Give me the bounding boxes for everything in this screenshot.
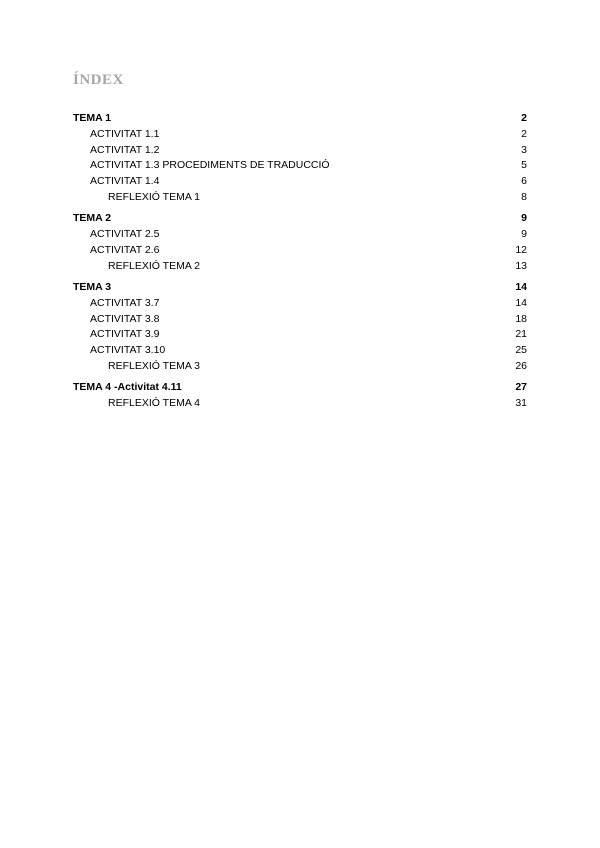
toc-entry-title: ACTIVITAT 3.7 [90, 296, 160, 309]
toc-entry-page-number: 6 [521, 175, 527, 188]
table-of-contents [73, 111, 527, 412]
toc-entry-page-number: 2 [521, 127, 527, 140]
toc-entry-page-number: 31 [515, 397, 527, 410]
toc-entry[interactable] [73, 174, 527, 190]
toc-entry-title: REFLEXIÓ TEMA 2 [108, 259, 201, 272]
toc-entry[interactable] [73, 211, 527, 227]
toc-entry-page-number: 9 [521, 212, 527, 225]
toc-entry-title: ACTIVITAT 1.1 [90, 127, 160, 140]
toc-entry[interactable] [73, 143, 527, 159]
toc-entry-page-number: 12 [515, 243, 527, 256]
toc-entry[interactable] [73, 259, 527, 275]
toc-entry-page-number: 14 [515, 280, 527, 293]
toc-entry[interactable] [73, 243, 527, 259]
toc-entry[interactable] [73, 227, 527, 243]
toc-entry-page-number: 9 [521, 228, 527, 241]
toc-entry[interactable] [73, 158, 527, 174]
toc-entry-title: ACTIVITAT 1.4 [90, 175, 160, 188]
toc-entry-title: REFLEXIÓ TEMA 1 [108, 190, 201, 203]
toc-entry-page-number: 18 [515, 312, 527, 325]
toc-entry[interactable] [73, 296, 527, 312]
toc-entry[interactable] [73, 127, 527, 143]
index-title: ÍNDEX [73, 72, 124, 88]
toc-entry-page-number: 25 [515, 344, 527, 357]
toc-entry[interactable] [73, 380, 527, 396]
toc-entry[interactable] [73, 111, 527, 127]
toc-entry-title: ACTIVITAT 1.2 [90, 143, 160, 156]
toc-entry[interactable] [73, 190, 527, 206]
toc-entry[interactable] [73, 280, 527, 296]
toc-entry-page-number: 21 [515, 328, 527, 341]
toc-entry-page-number: 8 [521, 190, 527, 203]
toc-entry[interactable] [73, 359, 527, 375]
toc-entry-title: ACTIVITAT 2.5 [90, 228, 160, 241]
toc-entry-title: ACTIVITAT 3.9 [90, 328, 160, 341]
toc-entry-title: TEMA 2 [73, 212, 112, 225]
toc-entry-title: REFLEXIÓ TEMA 4 [108, 397, 201, 410]
toc-entry-title: ACTIVITAT 2.6 [90, 243, 160, 256]
toc-entry[interactable] [73, 343, 527, 359]
toc-entry-page-number: 13 [515, 259, 527, 272]
toc-entry-page-number: 3 [521, 143, 527, 156]
toc-entry-title: ACTIVITAT 3.10 [90, 344, 166, 357]
toc-entry-title: ACTIVITAT 1.3 PROCEDIMENTS DE TRADUCCIÓ [90, 159, 330, 172]
toc-entry-page-number: 14 [515, 296, 527, 309]
toc-entry-page-number: 2 [521, 112, 527, 124]
toc-entry[interactable] [73, 396, 527, 412]
toc-entry-title: REFLEXIÓ TEMA 3 [108, 359, 201, 372]
toc-entry-title: ACTIVITAT 3.8 [90, 312, 160, 325]
toc-entry-title: TEMA 1 [73, 112, 112, 124]
toc-entry[interactable] [73, 327, 527, 343]
toc-entry-title: TEMA 3 [73, 280, 112, 293]
toc-entry-page-number: 27 [515, 381, 527, 394]
toc-entry-page-number: 26 [515, 359, 527, 372]
toc-entry-title: TEMA 4 -Activitat 4.11 [73, 381, 182, 394]
toc-entry-page-number: 5 [521, 159, 527, 172]
toc-entry[interactable] [73, 312, 527, 328]
